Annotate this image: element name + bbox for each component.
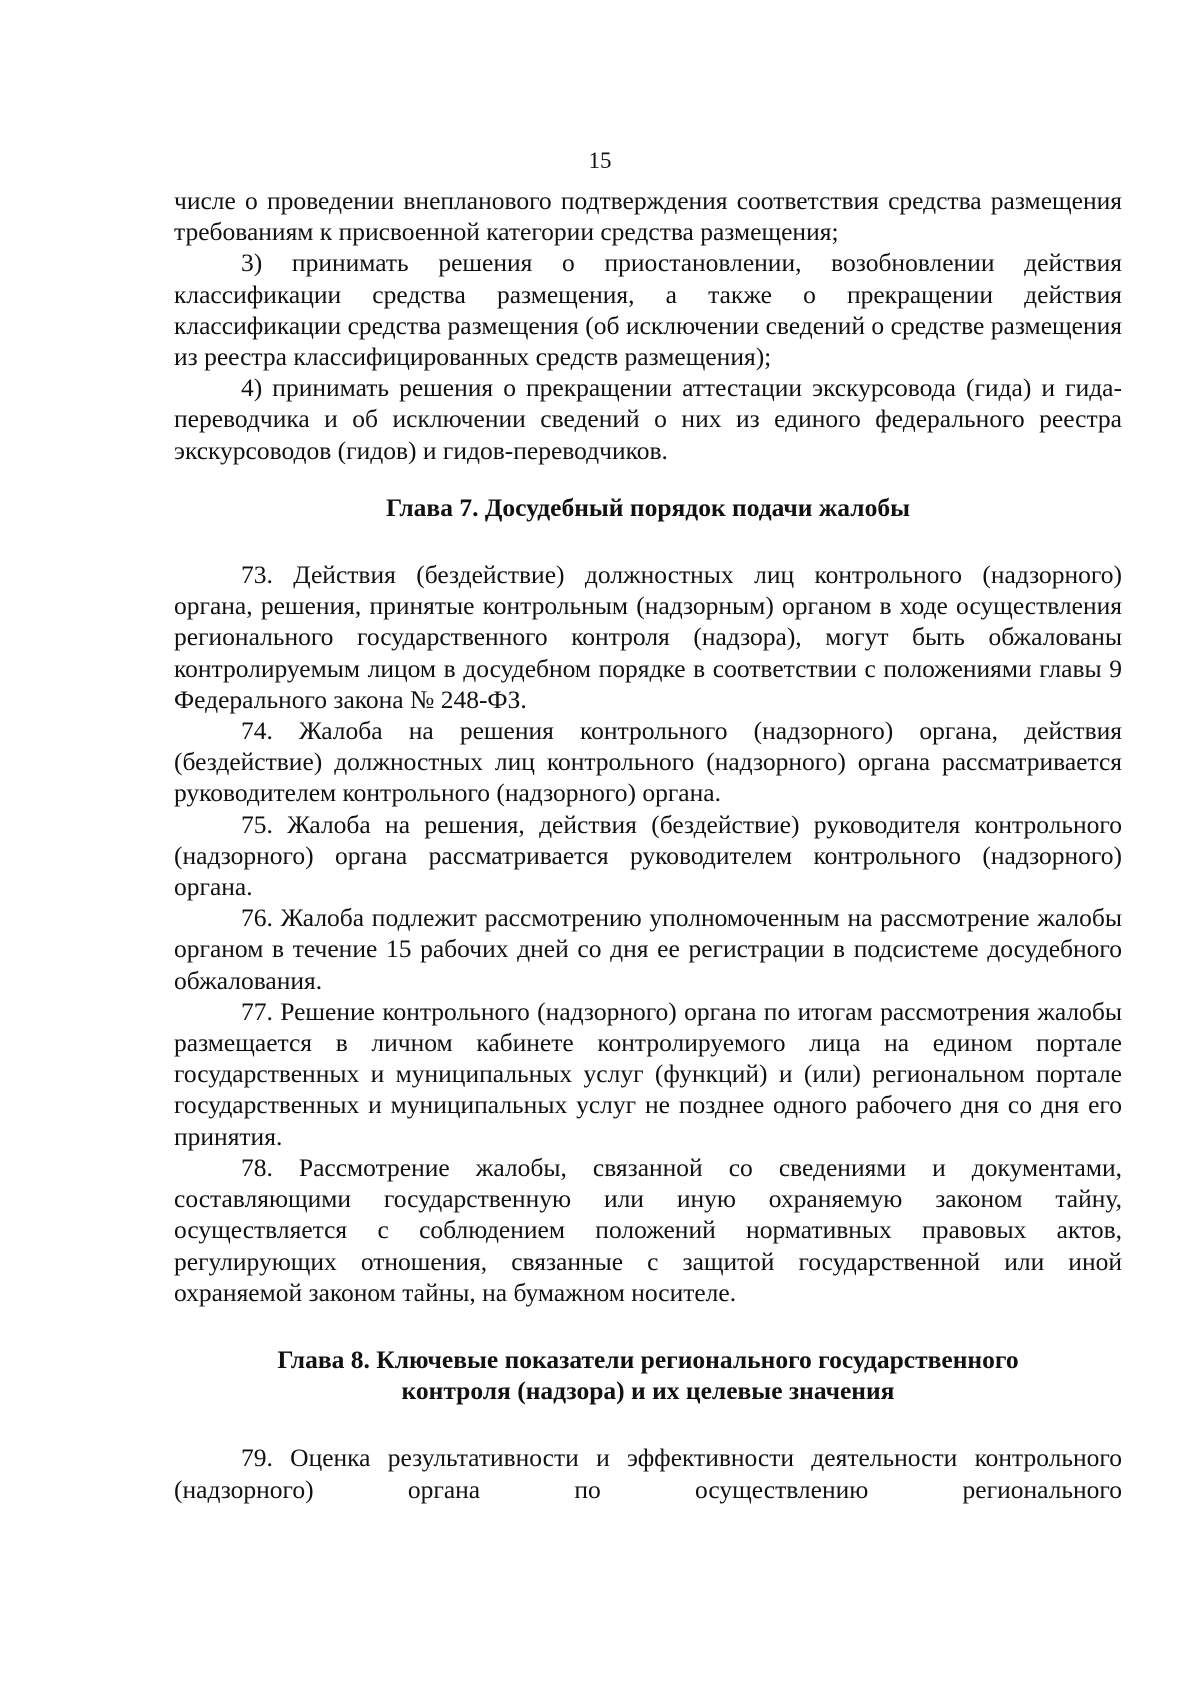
paragraph-74: 74. Жалоба на решения контрольного (надзорного) органа, действия (бездействие) должностных лиц контрольного (надзорного) органа рассматривается руководителем контрольного (надзорного) органа. xyxy=(174,716,1122,808)
chapter-7-heading: Глава 7. Досудебный порядок подачи жалобы xyxy=(386,492,910,522)
chapter-8-heading-line-1: Глава 8. Ключевые показатели регионального государственного xyxy=(277,1344,1019,1374)
chapter-8-heading xyxy=(174,1344,1122,1406)
paragraph-item-4: 4) принимать решения о прекращении аттестации экскурсовода (гида) и гида-переводчика и об исключении сведений о них из единого федерального реестра экскурсоводов (гидов) и гидов-переводчиков. xyxy=(174,373,1122,465)
paragraph-76: 76. Жалоба подлежит рассмотрению уполномоченным на рассмотрение жалобы органом в течение 15 рабочих дней со дня ее регистрации в подсистеме досудебного обжалования. xyxy=(174,903,1122,995)
paragraph-77: 77. Решение контрольного (надзорного) органа по итогам рассмотрения жалобы размещается в личном кабинете контролируемого лица на едином портале государственных и муниципальных услуг (функций) и (или) региональном портале государственных и муниципальных услуг не позднее одного рабочего дня со дня его принятия. xyxy=(174,996,1122,1151)
paragraph-item-3: 3) принимать решения о приостановлении, возобновлении действия классификации средства размещения, а также о прекращении действия классификации средства размещения (об исключении сведений о средстве размещения из реестра классифицированных средств размещения); xyxy=(174,248,1122,372)
paragraph-73: 73. Действия (бездействие) должностных лиц контрольного (надзорного) органа, решения, принятые контрольным (надзорным) органом в ходе осуществления регионального государственного контроля (надзора), могут быть обжалованы контролируемым лицом в досудебном порядке в соответствии с положениями главы 9 Федерального закона № 248-ФЗ. xyxy=(174,560,1122,714)
paragraph-78: 78. Рассмотрение жалобы, связанной со сведениями и документами, составляющими государственную или иную охраняемую законом тайну, осуществляется с соблюдением положений нормативных правовых актов, регулирующих отношения, связанные с защитой государственной или иной охраняемой законом тайны, на бумажном носителе. xyxy=(174,1152,1122,1307)
chapter-8-heading-line-2: контроля (надзора) и их целевые значения xyxy=(401,1376,895,1406)
paragraph-continuation: числе о проведении внепланового подтверждения соответствия средства размещения требованиям к присвоенной категории средства размещения; xyxy=(174,186,1122,247)
paragraph-79: 79. Оценка результативности и эффективности деятельности контрольного (надзорного) органа по осуществлению регионального xyxy=(174,1443,1122,1504)
page-number: 15 xyxy=(588,148,612,173)
paragraph-75: 75. Жалоба на решения, действия (бездействие) руководителя контрольного (надзорного) органа рассматривается руководителем контрольного (надзорного) органа. xyxy=(174,809,1122,902)
document-body xyxy=(174,185,1122,1505)
